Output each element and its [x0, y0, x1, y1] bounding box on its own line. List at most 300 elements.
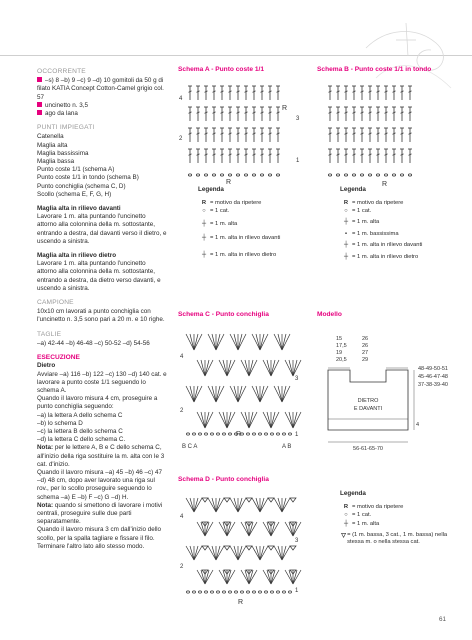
legend-item: R = motivo da ripetere	[343, 199, 404, 206]
chain-mark	[376, 174, 379, 176]
stitch-mark	[230, 546, 238, 560]
legend-item: ○ = 1 cat.	[344, 208, 372, 214]
chain-mark	[228, 591, 231, 593]
esecuzione-heading: ESECUZIONE	[37, 354, 80, 362]
stitch-mark	[278, 546, 282, 560]
rib-height: 4	[416, 422, 420, 428]
stitch-mark	[271, 522, 275, 536]
stitch-item: Maglia bassa	[37, 158, 75, 166]
schema-b-title: Schema B - Punto coste 1/1 in tondo	[317, 66, 432, 73]
shell-mark	[290, 546, 296, 550]
stitch-mark	[238, 386, 246, 402]
stitch-mark	[212, 498, 216, 512]
stitch-mark	[223, 522, 227, 536]
page-number: 61	[438, 616, 446, 623]
stitch-mark	[212, 546, 216, 560]
stitch-mark	[197, 412, 205, 428]
stitch-mark	[227, 570, 231, 584]
stitch-mark	[249, 360, 257, 376]
chain-mark	[210, 591, 213, 593]
chain-mark	[352, 174, 355, 176]
stitch-mark	[190, 498, 194, 512]
legend-item: ▽ = (1 m. bassa, 3 cat., 1 m. bassa) nella stessa m. o nella stessa cat.	[341, 532, 448, 545]
size-list-item: –a) la lettera A dello schema C	[37, 411, 123, 419]
stitch-mark	[260, 546, 264, 560]
chain-mark	[192, 591, 195, 593]
stitch-mark	[274, 546, 282, 560]
schema-b-diagram	[322, 78, 442, 190]
stitch-mark	[267, 412, 271, 428]
stitch-mark	[216, 334, 220, 350]
schema-c-row-3: 3	[295, 376, 299, 382]
stitch-mark	[223, 570, 227, 584]
stitch-mark	[234, 386, 238, 402]
stitch-mark	[238, 546, 246, 560]
legend-item: ┼ = 1 m. alta in rilievo davanti	[343, 241, 423, 248]
shell-mark	[268, 498, 274, 502]
stitch-mark	[267, 570, 271, 584]
stitch-mark	[186, 334, 194, 350]
schema-d-title: Schema D - Punto conchiglia	[178, 476, 269, 483]
stitch-mark	[256, 334, 260, 350]
chain-mark	[384, 174, 387, 176]
schema-a-title: Schema A - Punto coste 1/1	[178, 66, 264, 73]
chain-mark	[268, 174, 271, 176]
size-list-item: –b) lo schema D	[37, 419, 83, 427]
modello-diagram	[318, 330, 466, 460]
stitch-mark	[252, 498, 260, 512]
chain-mark	[264, 591, 267, 593]
punti-heading: PUNTI IMPIEGATI	[37, 124, 95, 132]
schema-a-row-1: 1	[296, 158, 300, 164]
stitch-mark	[219, 412, 227, 428]
stitch-mark	[289, 522, 293, 536]
shell-mark	[224, 498, 230, 502]
stitch-mark	[238, 334, 246, 350]
chain-mark	[282, 591, 285, 593]
chain-mark	[228, 433, 231, 435]
esecuzione-p1: Avviare –a) 116 –b) 122 –c) 130 –d) 140 cat. e lavorare a punto coste 1/1 seguendo lo schema A.	[37, 370, 167, 394]
rilievo-davanti-text: Lavorare 1 m. alta puntando l'uncinetto attorno alla colonnina della m. sottostante, entrando a destra, dal davanti verso il dietro, e uscendo a sinistra.	[37, 213, 167, 245]
schema-a-row-4: 4	[179, 96, 183, 102]
stitch-mark	[197, 360, 205, 376]
bullet-square-icon	[37, 110, 42, 115]
stitch-mark	[289, 360, 293, 376]
legend-item: ○ = 1 cat.	[202, 208, 230, 214]
stitch-mark	[230, 334, 238, 350]
stitch-mark	[271, 360, 275, 376]
shell-mark	[290, 498, 296, 502]
stitch-mark	[289, 570, 293, 584]
chain-mark	[258, 591, 261, 593]
stitch-mark	[274, 386, 282, 402]
legend-item: ┼ = 1 m. alta	[343, 218, 380, 225]
campione-heading: CAMPIONE	[37, 299, 74, 307]
legend-a	[198, 186, 308, 259]
stitch-mark	[219, 360, 227, 376]
legend-item: ┼ = 1 m. alta in rilievo dietro	[201, 251, 277, 258]
stitch-mark	[201, 522, 205, 536]
chain-mark	[288, 591, 291, 593]
stitch-item: Maglia bassissima	[37, 149, 89, 157]
stitch-mark	[238, 334, 242, 350]
stitch-mark	[234, 546, 238, 560]
chain-mark	[222, 591, 225, 593]
stitch-mark	[282, 334, 286, 350]
height-measure-2: 45-46-47-48	[418, 374, 448, 380]
stitch-mark	[216, 386, 220, 402]
modello-title: Modello	[317, 311, 342, 318]
stitch-mark	[227, 360, 235, 376]
neck-size-right-1: 26	[362, 336, 369, 342]
stitch-mark	[289, 412, 293, 428]
material-yarn: –s) 8 –b) 9 –c) 9 –d) 10 gomitoli da 50 g di filato KATIA Concept Cotton-Camel grigio col. 57	[37, 77, 164, 101]
size-list-item: –d) la lettera C dello schema C.	[37, 436, 126, 444]
schema-d-row-3: 3	[295, 538, 299, 544]
stitch-mark	[227, 412, 235, 428]
stitch-mark	[282, 334, 290, 350]
chain-mark	[204, 433, 207, 435]
stitch-mark	[293, 360, 297, 376]
chain-mark	[198, 591, 201, 593]
stitch-mark	[186, 386, 194, 402]
stitch-mark	[260, 498, 268, 512]
stitch-mark	[212, 386, 216, 402]
stitch-mark	[260, 334, 268, 350]
stitch-mark	[293, 412, 297, 428]
chain-mark	[192, 433, 195, 435]
nota-2: Nota: quando si smettono di lavorare i motivi centrali, proseguire sulle due parti separatamente.	[37, 501, 163, 526]
legend-item: ┼ = 1 m. alta in rilievo davanti	[201, 235, 281, 241]
bullet-square-icon	[37, 77, 42, 82]
stitch-mark	[201, 570, 205, 584]
schema-c-row-1: 1	[295, 432, 299, 438]
stitch-mark	[194, 334, 202, 350]
rilievo-dietro-text: Lavorare 1 m. alta puntando l'uncinetto attorno alla colonnina della m. sottostante, entrando a destra, da dietro verso davanti, e uscendo a sinistra.	[37, 260, 161, 292]
chain-mark	[222, 433, 225, 435]
schema-a-row-2: 2	[179, 136, 183, 142]
stitch-item: Punto conchiglia (schema C, D)	[37, 182, 126, 190]
stitch-mark	[234, 334, 238, 350]
legend-item: ┼ = 1 m. alta in rilievo dietro	[343, 254, 419, 260]
schema-c-letters-right: A B	[282, 444, 292, 450]
stitch-mark	[260, 334, 264, 350]
stitch-mark	[205, 412, 209, 428]
stitch-mark	[271, 412, 279, 428]
chain-mark	[216, 591, 219, 593]
stitch-mark	[205, 360, 213, 376]
schema-d-row-1: 1	[295, 588, 299, 594]
stitch-mark	[194, 546, 202, 560]
legend-item: R = motivo da ripetere	[201, 199, 262, 206]
chain-mark	[276, 591, 279, 593]
stitch-mark	[216, 498, 220, 512]
chain-mark	[186, 591, 189, 593]
legend-d	[340, 490, 450, 546]
stitch-mark	[249, 412, 257, 428]
chain-mark	[204, 591, 207, 593]
chain-mark	[204, 174, 207, 176]
taglie-text: –a) 42-44 –b) 46-48 –c) 50-52 –d) 54-56	[37, 339, 150, 347]
chain-mark	[252, 433, 255, 435]
stitch-mark	[293, 360, 301, 376]
schema-c-row-4: 4	[180, 354, 184, 360]
stitch-mark	[263, 412, 271, 428]
chain-mark	[228, 174, 231, 176]
schema-d-diagram	[180, 488, 305, 608]
stitch-mark	[282, 546, 286, 560]
chain-mark	[252, 174, 255, 176]
stitch-mark	[245, 522, 249, 536]
stitch-mark	[216, 334, 224, 350]
neck-size-right-3: 27	[362, 350, 369, 356]
stitch-mark	[190, 386, 194, 402]
stitch-mark	[205, 360, 209, 376]
chain-mark	[236, 174, 239, 176]
stitch-mark	[278, 386, 282, 402]
shell-mark	[202, 498, 208, 502]
rilievo-davanti-heading: Maglia alta in rilievo davanti	[37, 205, 121, 213]
stitch-mark	[271, 360, 279, 376]
chain-mark	[186, 433, 189, 435]
chain-mark	[344, 174, 347, 176]
shell-mark	[202, 546, 208, 550]
bullet-square-icon	[37, 102, 42, 107]
stitch-mark	[212, 334, 216, 350]
material-needle: ago da lana	[37, 110, 167, 118]
stitch-mark	[208, 334, 216, 350]
schema-a-diagram	[178, 78, 303, 190]
stitch-mark	[260, 546, 268, 560]
chain-mark	[212, 174, 215, 176]
stitch-mark	[238, 498, 242, 512]
stitch-mark	[223, 412, 227, 428]
stitch-mark	[186, 546, 194, 560]
chain-mark	[276, 433, 279, 435]
stitch-mark	[293, 412, 301, 428]
chain-mark	[258, 433, 261, 435]
piece-label-2: E DAVANTI	[353, 406, 383, 412]
legend-b	[340, 186, 455, 262]
schema-d-rep: R	[238, 599, 244, 606]
stitch-mark	[274, 334, 282, 350]
esecuzione-p2: Quando il lavoro misura 4 cm, proseguire a punto conchiglia seguendo:	[37, 395, 158, 411]
stitch-mark	[230, 386, 238, 402]
shell-mark	[246, 498, 252, 502]
stitch-mark	[238, 386, 242, 402]
chain-mark	[246, 433, 249, 435]
chain-mark	[264, 433, 267, 435]
chain-mark	[392, 174, 395, 176]
chain-mark	[246, 591, 249, 593]
stitch-mark	[260, 498, 264, 512]
stitch-mark	[194, 334, 198, 350]
stitch-mark	[278, 334, 282, 350]
stitch-mark	[271, 570, 275, 584]
neck-size-right-2: 26	[362, 343, 369, 349]
stitch-mark	[227, 522, 231, 536]
chain-mark	[270, 591, 273, 593]
schema-b-rep: R	[382, 181, 388, 188]
piece-label-1: DIETRO	[357, 398, 379, 404]
shell-mark	[268, 546, 274, 550]
stitch-mark	[201, 360, 205, 376]
schema-c-title: Schema C - Punto conchiglia	[178, 311, 269, 318]
legend-item: • = 1 m. bassissima	[344, 231, 399, 237]
schema-c-diagram	[180, 322, 305, 452]
chain-mark	[408, 174, 411, 176]
stitch-mark	[271, 412, 275, 428]
stitch-mark	[238, 546, 242, 560]
stitch-mark	[194, 546, 198, 560]
stitch-mark	[293, 522, 297, 536]
stitch-mark	[241, 412, 249, 428]
stitch-mark	[227, 360, 231, 376]
stitch-mark	[256, 386, 260, 402]
legend-item: ○ = 1 cat.	[344, 512, 372, 518]
stitch-mark	[267, 360, 271, 376]
chain-mark	[360, 174, 363, 176]
chain-mark	[188, 174, 191, 176]
stitch-item: Maglia alta	[37, 141, 68, 149]
stitch-mark	[260, 386, 268, 402]
chain-mark	[336, 174, 339, 176]
chain-mark	[276, 174, 279, 176]
stitch-mark	[194, 498, 202, 512]
stitch-mark	[208, 386, 216, 402]
legend-b-title: Legenda	[340, 186, 366, 193]
width-measure: 56-61-65-70	[353, 446, 383, 452]
stitch-mark	[282, 386, 290, 402]
stitch-mark	[282, 546, 290, 560]
stitch-mark	[267, 522, 271, 536]
legend-d-title: Legenda	[340, 490, 366, 497]
stitch-mark	[249, 570, 253, 584]
size-list-item: –c) la lettera B dello schema C	[37, 427, 123, 435]
schema-c-letters-left: B C A	[182, 444, 198, 450]
stitch-mark	[249, 522, 253, 536]
neck-size-right-4: 29	[362, 357, 369, 363]
stitch-mark	[274, 498, 282, 512]
height-measure-1: 48-49-50-51	[418, 366, 448, 372]
schema-d-row-4: 4	[180, 514, 184, 520]
stitch-mark	[194, 386, 198, 402]
stitch-item: Scollo (schema E, F, G, H)	[37, 190, 112, 198]
chain-mark	[270, 433, 273, 435]
schema-c-row-2: 2	[180, 408, 184, 414]
legend-item: R = motivo da ripetere	[343, 503, 404, 510]
stitch-mark	[223, 360, 227, 376]
stitch-mark	[234, 498, 238, 512]
left-column	[37, 68, 167, 551]
esecuzione-p3: Quando il lavoro misura –a) 45 –b) 46 –c) 47 –d) 48 cm, dopo aver lavorato una riga sul rov., per lo scollo proseguire seguendo lo schema –a) E –b) F –c) G –d) H.	[37, 468, 162, 501]
material-hook: uncinetto n. 3,5	[37, 102, 167, 110]
esecuzione-p4: Quando il lavoro misura 3 cm dall'inizio dello scollo, per la spalla tagliare e fissare il filo. Terminare l'altro lato allo stesso modo.	[37, 526, 162, 550]
stitch-mark	[256, 498, 260, 512]
neck-size-left-1: 15	[336, 336, 343, 342]
stitch-mark	[249, 412, 253, 428]
stitch-item: Catenella	[37, 133, 64, 141]
schema-c-rep: R	[236, 431, 242, 438]
stitch-mark	[216, 386, 224, 402]
legend-item: ┼ = 1 m. alta	[343, 520, 380, 527]
stitch-mark	[194, 498, 198, 512]
chain-mark	[282, 433, 285, 435]
stitch-mark	[186, 498, 194, 512]
stitch-mark	[216, 546, 224, 560]
stitch-mark	[238, 498, 246, 512]
stitch-mark	[230, 498, 238, 512]
stitch-mark	[227, 412, 231, 428]
chain-mark	[288, 433, 291, 435]
stitch-mark	[293, 570, 297, 584]
chain-mark	[368, 174, 371, 176]
shell-mark	[224, 546, 230, 550]
schema-a-rep-bottom: R	[226, 179, 232, 186]
taglie-heading: TAGLIE	[37, 330, 62, 338]
stitch-mark	[194, 386, 202, 402]
nota-1: Nota: per le lettere A, B e C dello schema C, all'inizio della riga sostituire la m. alta con le 3 cat. d'inizio.	[37, 444, 165, 468]
stitch-mark	[208, 546, 216, 560]
chain-mark	[252, 591, 255, 593]
stitch-mark	[205, 570, 209, 584]
campione-text: 10x10 cm lavorati a punto conchiglia con l'uncinetto n. 3,5 sono pari a 20 m. e 10 righe.	[37, 308, 165, 324]
stitch-mark	[205, 522, 209, 536]
stitch-mark	[285, 360, 293, 376]
chain-mark	[198, 433, 201, 435]
stitch-mark	[245, 570, 249, 584]
stitch-mark	[285, 412, 293, 428]
stitch-item: Punto coste 1/1 in tondo (schema B)	[37, 174, 139, 182]
stitch-mark	[201, 412, 205, 428]
chain-mark	[216, 433, 219, 435]
stitch-mark	[245, 412, 249, 428]
neck-size-left-3: 19	[336, 350, 343, 356]
chain-mark	[240, 591, 243, 593]
neck-size-left-2: 17,5	[336, 343, 347, 349]
stitch-mark	[263, 360, 271, 376]
occorrente-heading: OCCORRENTE	[37, 68, 86, 75]
chain-mark	[244, 174, 247, 176]
stitch-mark	[260, 386, 264, 402]
stitch-item: Punto coste 1/1 (schema A)	[37, 166, 115, 174]
stitch-mark	[249, 360, 253, 376]
stitch-mark	[282, 498, 286, 512]
height-measure-3: 37-38-39-40	[418, 382, 448, 388]
chain-mark	[400, 174, 403, 176]
stitch-mark	[245, 360, 249, 376]
stitch-mark	[216, 546, 220, 560]
chain-mark	[196, 174, 199, 176]
shell-mark	[246, 546, 252, 550]
chain-mark	[234, 591, 237, 593]
chain-mark	[210, 433, 213, 435]
stitch-mark	[205, 412, 213, 428]
stitch-mark	[252, 334, 260, 350]
stitch-mark	[282, 386, 286, 402]
legend-a-title: Legenda	[198, 186, 224, 193]
stitch-mark	[282, 498, 290, 512]
chain-mark	[328, 174, 331, 176]
stitch-mark	[190, 334, 194, 350]
schema-d-row-2: 2	[180, 564, 184, 570]
neck-size-left-4: 20,5	[336, 357, 347, 363]
schema-a-row-3: 3	[296, 116, 300, 122]
stitch-mark	[256, 546, 260, 560]
stitch-mark	[252, 386, 260, 402]
stitch-mark	[241, 360, 249, 376]
stitch-mark	[216, 498, 224, 512]
